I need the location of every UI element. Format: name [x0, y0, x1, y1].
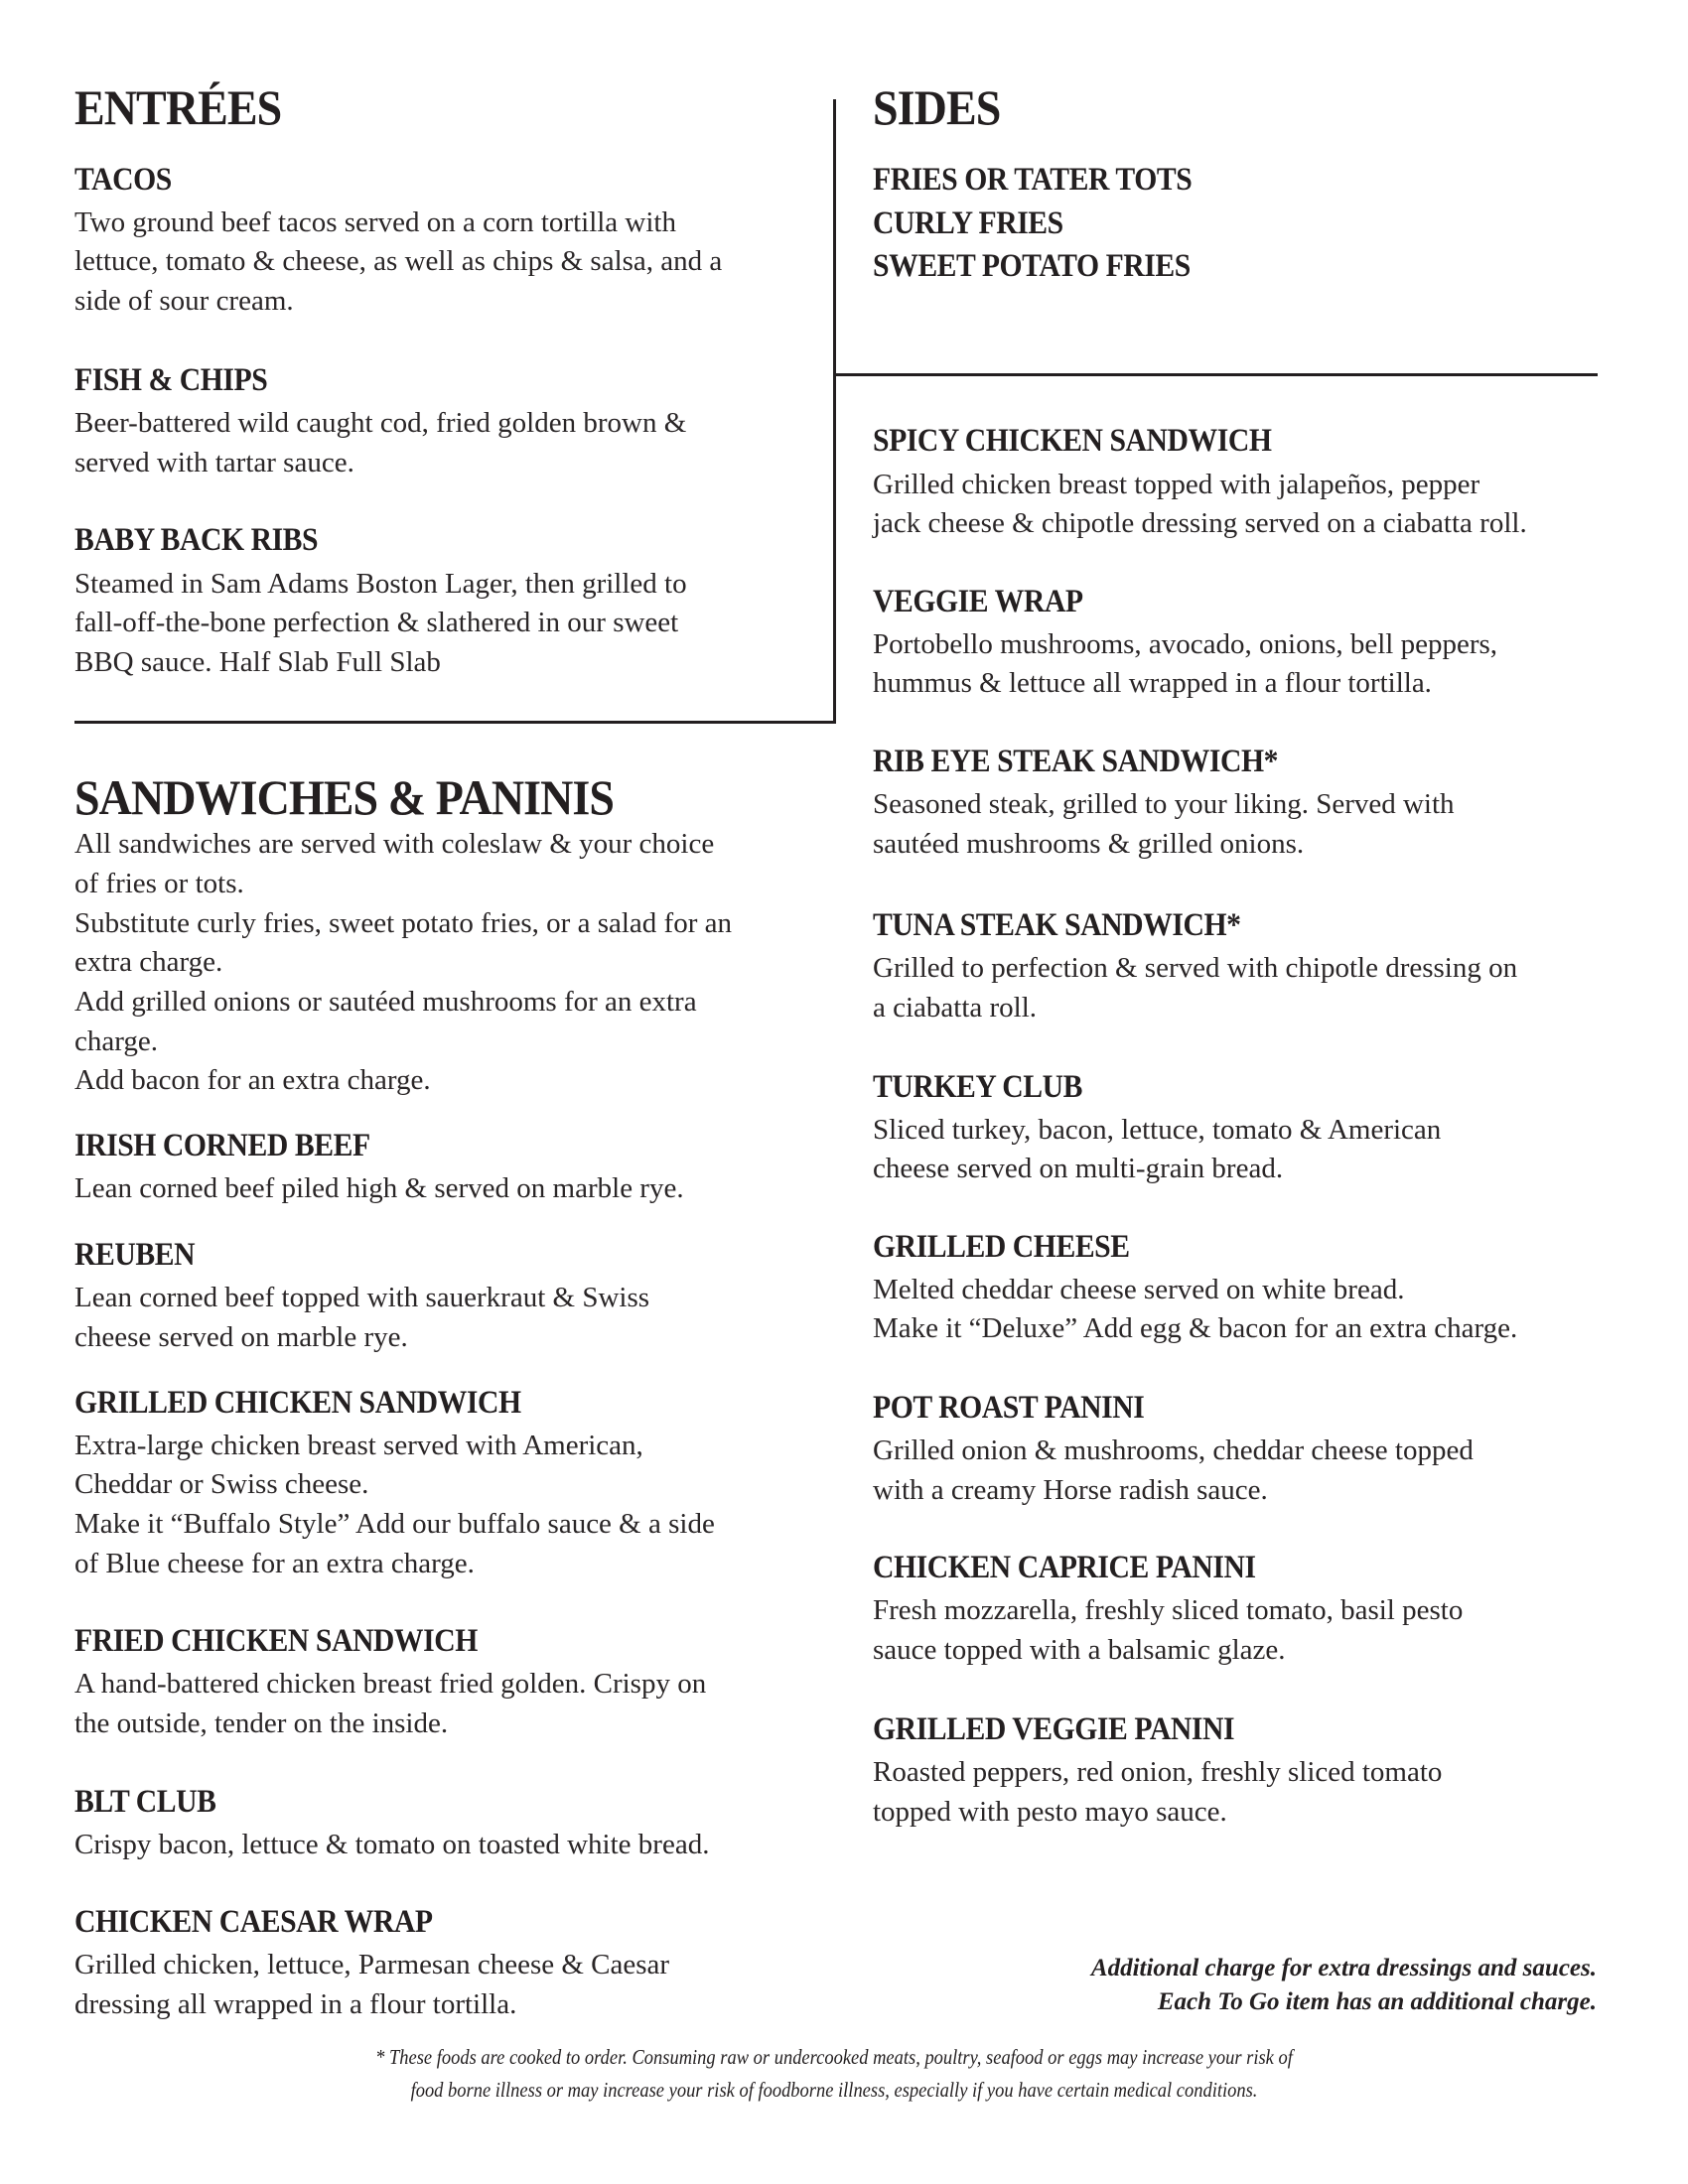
food-safety-disclaimer: * These foods are cooked to order. Consuming raw or undercooked meats, poultry, seafood or eggs may increase your risk of — [375, 2045, 1293, 2069]
food-safety-disclaimer: food borne illness or may increase your risk of foodborne illness, especially if you have certain medical conditions. — [410, 2078, 1258, 2102]
menu-item-description: of Blue cheese for an extra charge. — [74, 1548, 475, 1579]
menu-item-description: Grilled onion & mushrooms, cheddar cheese topped — [873, 1434, 1474, 1466]
side-item: FRIES OR TATER TOTS — [873, 162, 1193, 198]
menu-item-description: Lean corned beef topped with sauerkraut & Swiss — [74, 1282, 650, 1313]
menu-item-description: cheese served on multi-grain bread. — [873, 1153, 1284, 1184]
menu-item-description: sauce topped with a balsamic glaze. — [873, 1634, 1286, 1666]
menu-item-description: served with tartar sauce. — [74, 447, 354, 478]
menu-item-name: BLT CLUB — [74, 1784, 216, 1820]
menu-item-description: topped with pesto mayo sauce. — [873, 1796, 1227, 1828]
menu-item-name: FRIED CHICKEN SANDWICH — [74, 1623, 478, 1659]
menu-item-description: fall-off-the-bone perfection & slathered in our sweet — [74, 607, 679, 638]
menu-item-name: GRILLED VEGGIE PANINI — [873, 1711, 1235, 1747]
section-heading-sides: SIDES — [873, 79, 1001, 135]
menu-item-description: Extra-large chicken breast served with American, — [74, 1430, 643, 1461]
column-divider — [833, 99, 836, 723]
menu-item-description: Melted cheddar cheese served on white bread. — [873, 1274, 1405, 1305]
menu-item-name: TURKEY CLUB — [873, 1069, 1082, 1105]
sandwiches-intro-line: Add grilled onions or sautéed mushrooms for an extra — [74, 986, 697, 1018]
menu-item-description: BBQ sauce. Half Slab Full Slab — [74, 646, 441, 678]
sandwiches-intro-line: Substitute curly fries, sweet potato fries, or a salad for an — [74, 907, 732, 939]
sandwiches-intro-line: Add bacon for an extra charge. — [74, 1064, 431, 1096]
menu-item-name: FISH & CHIPS — [74, 362, 268, 398]
menu-item-name: BABY BACK RIBS — [74, 522, 319, 558]
menu-item-name: REUBEN — [74, 1237, 196, 1273]
menu-item-name: VEGGIE WRAP — [873, 584, 1083, 619]
menu-item-description: sautéed mushrooms & grilled onions. — [873, 828, 1305, 860]
menu-item-description: a ciabatta roll. — [873, 992, 1038, 1024]
menu-item-name: SPICY CHICKEN SANDWICH — [873, 423, 1272, 459]
menu-item-description: Fresh mozzarella, freshly sliced tomato, basil pesto — [873, 1594, 1464, 1626]
menu-item-name: GRILLED CHICKEN SANDWICH — [74, 1385, 521, 1421]
menu-item-description: Make it “Buffalo Style” Add our buffalo sauce & a side — [74, 1508, 715, 1540]
menu-item-description: Lean corned beef piled high & served on marble rye. — [74, 1172, 684, 1204]
menu-item-name: IRISH CORNED BEEF — [74, 1128, 370, 1163]
menu-item-description: Make it “Deluxe” Add egg & bacon for an extra charge. — [873, 1312, 1518, 1344]
sandwiches-intro-line: extra charge. — [74, 946, 223, 978]
entrees-bottom-rule — [74, 721, 836, 724]
menu-item-description: side of sour cream. — [74, 285, 294, 317]
menu-item-description: lettuce, tomato & cheese, as well as chips & salsa, and a — [74, 245, 723, 277]
menu-item-description: Portobello mushrooms, avocado, onions, bell peppers, — [873, 628, 1498, 660]
sides-bottom-rule — [834, 373, 1598, 376]
menu-item-description: Grilled chicken breast topped with jalapeños, pepper — [873, 469, 1480, 500]
menu-item-description: the outside, tender on the inside. — [74, 1707, 449, 1739]
menu-item-description: Crispy bacon, lettuce & tomato on toasted white bread. — [74, 1829, 710, 1860]
additional-charge-note: Additional charge for extra dressings and sauces. — [1090, 1955, 1597, 1981]
menu-item-name: TACOS — [74, 162, 172, 198]
menu-item-name: CHICKEN CAPRICE PANINI — [873, 1550, 1256, 1585]
menu-item-description: with a creamy Horse radish sauce. — [873, 1474, 1268, 1506]
menu-item-description: Grilled chicken, lettuce, Parmesan cheese & Caesar — [74, 1949, 670, 1980]
menu-item-description: Beer-battered wild caught cod, fried golden brown & — [74, 407, 687, 439]
menu-item-name: TUNA STEAK SANDWICH* — [873, 907, 1241, 943]
menu-item-description: Grilled to perfection & served with chipotle dressing on — [873, 952, 1518, 984]
menu-item-description: Sliced turkey, bacon, lettuce, tomato & American — [873, 1114, 1442, 1146]
menu-item-name: GRILLED CHEESE — [873, 1229, 1130, 1265]
menu-item-description: Seasoned steak, grilled to your liking. Served with — [873, 788, 1455, 820]
sandwiches-intro-line: charge. — [74, 1025, 158, 1057]
section-heading-entrees: ENTRÉES — [74, 79, 282, 135]
side-item: SWEET POTATO FRIES — [873, 248, 1191, 284]
menu-item-description: A hand-battered chicken breast fried golden. Crispy on — [74, 1668, 707, 1700]
menu-item-name: RIB EYE STEAK SANDWICH* — [873, 744, 1279, 779]
menu-item-name: POT ROAST PANINI — [873, 1390, 1145, 1426]
side-item: CURLY FRIES — [873, 205, 1063, 241]
menu-item-description: dressing all wrapped in a flour tortilla. — [74, 1988, 517, 2020]
menu-item-description: jack cheese & chipotle dressing served on a ciabatta roll. — [873, 507, 1527, 539]
menu-item-name: CHICKEN CAESAR WRAP — [74, 1904, 433, 1940]
menu-item-description: Roasted peppers, red onion, freshly sliced tomato — [873, 1756, 1443, 1788]
menu-item-description: hummus & lettuce all wrapped in a flour tortilla. — [873, 667, 1432, 699]
menu-item-description: Steamed in Sam Adams Boston Lager, then grilled to — [74, 568, 687, 600]
menu-item-description: cheese served on marble rye. — [74, 1321, 408, 1353]
menu-item-description: Cheddar or Swiss cheese. — [74, 1468, 369, 1500]
additional-charge-note: Each To Go item has an additional charge. — [1157, 1988, 1597, 2015]
sandwiches-intro-line: of fries or tots. — [74, 868, 244, 899]
sandwiches-intro-line: All sandwiches are served with coleslaw & your choice — [74, 828, 715, 860]
menu-item-description: Two ground beef tacos served on a corn tortilla with — [74, 206, 676, 238]
section-heading-sandwiches: SANDWICHES & PANINIS — [74, 769, 615, 825]
